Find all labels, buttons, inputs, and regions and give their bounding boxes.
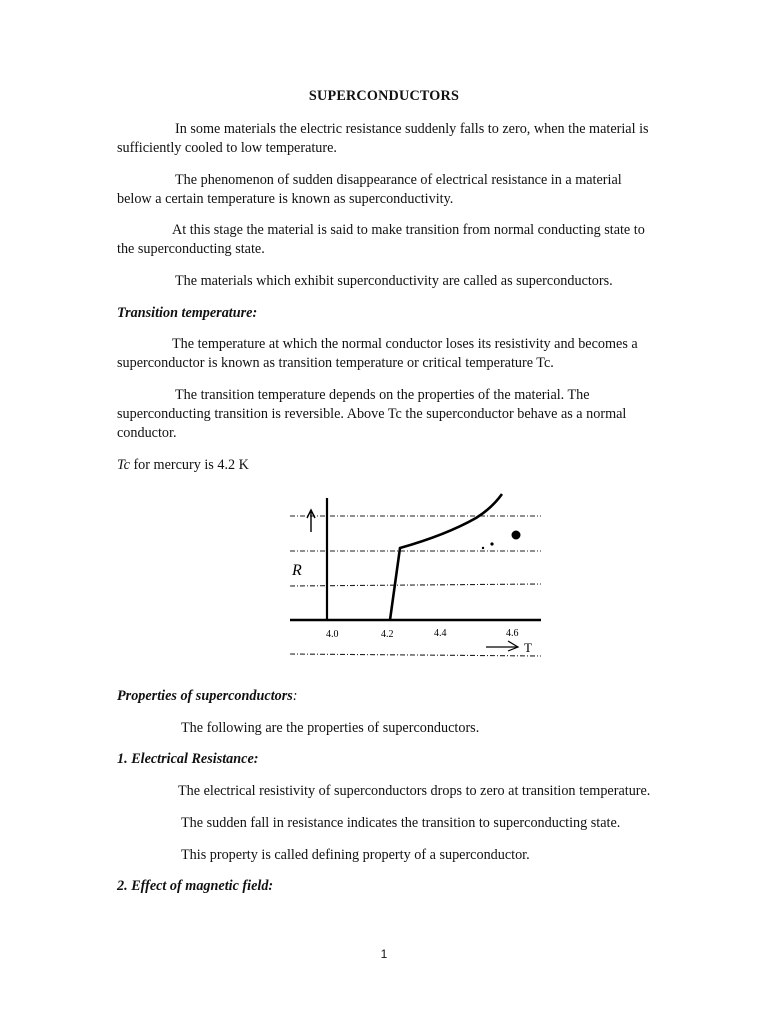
intro-p3-line2: the superconducting state. xyxy=(117,241,265,257)
properties-heading xyxy=(117,686,298,706)
resistance-line-1: The electrical resistivity of superconductors drops to zero at transition temperature. xyxy=(178,783,651,799)
transition-p1-line2: superconductor is known as transition temperature or critical temperature Tc. xyxy=(117,355,554,371)
page-title: SUPERCONDUCTORS xyxy=(308,88,460,104)
electrical-resistance-heading: 1. Electrical Resistance: xyxy=(117,751,259,767)
x-axis-label: T xyxy=(524,640,532,655)
intro-p1-line1: In some materials the electric resistance suddenly falls to zero, when the material is xyxy=(175,121,649,137)
data-point-mark xyxy=(482,547,484,549)
x-tick-label: 4.6 xyxy=(506,628,519,639)
resistance-line-3: This property is called defining property of a superconductor. xyxy=(181,847,530,863)
intro-p4-line1: The materials which exhibit superconductivity are called as superconductors. xyxy=(175,273,613,289)
resistance-curve xyxy=(390,494,502,620)
intro-p2-line2: below a certain temperature is known as superconductivity. xyxy=(117,191,454,207)
intro-p3-line1: At this stage the material is said to make transition from normal conducting state to xyxy=(172,222,645,238)
properties-heading-text: Properties of superconductors xyxy=(117,688,293,704)
transition-heading: Transition temperature: xyxy=(117,305,258,321)
magnetic-field-heading: 2. Effect of magnetic field: xyxy=(117,878,274,894)
x-tick-label: 4.0 xyxy=(326,629,339,640)
data-point-mark xyxy=(490,542,493,545)
properties-intro: The following are the properties of superconductors. xyxy=(181,720,480,736)
resistance-line-2: The sudden fall in resistance indicates the transition to superconducting state. xyxy=(181,815,621,831)
data-point-mark xyxy=(512,531,521,540)
intro-p1-line2: sufficiently cooled to low temperature. xyxy=(117,140,337,156)
transition-p2-line1: The transition temperature depends on the properties of the material. The xyxy=(175,387,590,403)
x-tick-label: 4.4 xyxy=(434,628,447,639)
resistance-temperature-graph xyxy=(286,480,546,660)
x-tick-label: 4.2 xyxy=(381,629,394,640)
y-axis-label: R xyxy=(292,562,302,579)
tc-mercury-line xyxy=(117,455,249,475)
transition-p1-line1: The temperature at which the normal conductor loses its resistivity and becomes a xyxy=(172,336,638,352)
tc-symbol: Tc xyxy=(117,457,130,473)
transition-p2-line3: conductor. xyxy=(117,425,177,441)
properties-heading-colon: : xyxy=(292,688,298,704)
transition-p2-line2: superconducting transition is reversible. Above Tc the superconductor behave as a normal xyxy=(117,406,627,422)
page-number: 1 xyxy=(380,947,388,961)
tc-mercury-text: for mercury is 4.2 K xyxy=(129,457,249,473)
intro-p2-line1: The phenomenon of sudden disappearance of electrical resistance in a material xyxy=(175,172,622,188)
x-arrow-icon xyxy=(508,641,518,651)
gridline xyxy=(290,654,541,656)
